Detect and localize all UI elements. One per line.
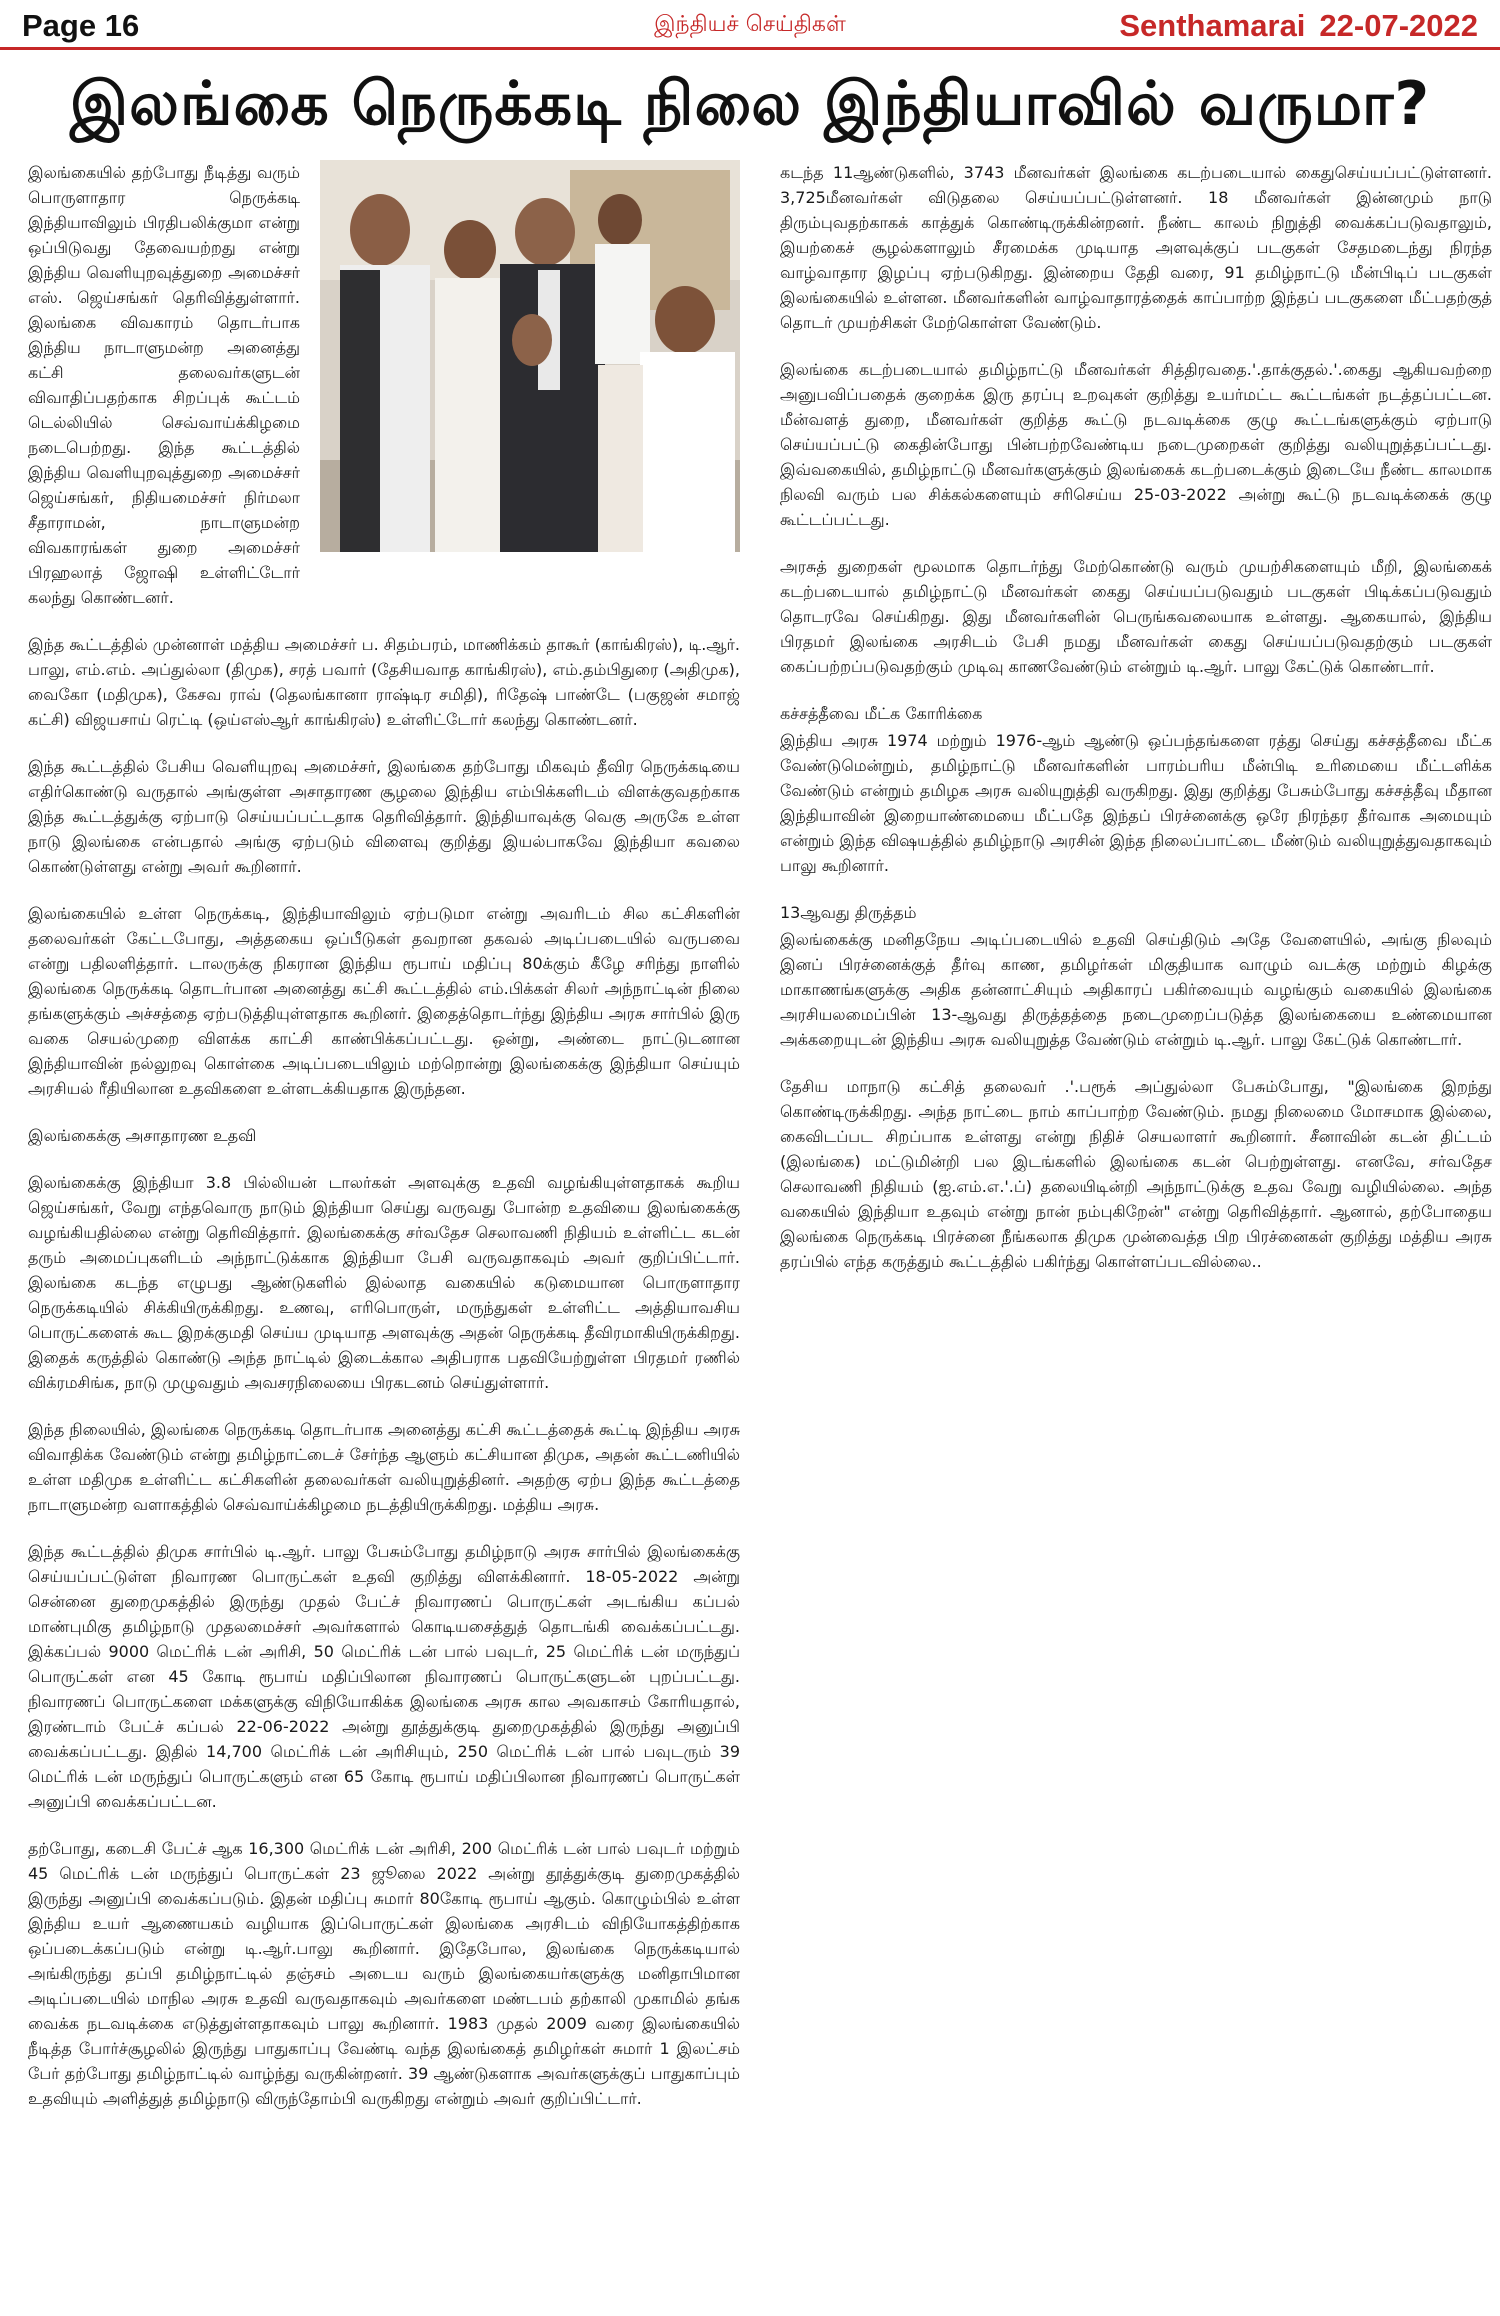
- brand-name: Senthamarai: [1119, 8, 1306, 43]
- issue-date: 22-07-2022: [1319, 8, 1478, 43]
- ministers-photo-icon: [320, 160, 740, 552]
- paragraph: இலங்கையில் தற்போது நீடித்து வரும் பொருளாதார நெருக்கடி இந்தியாவிலும் பிரதிபலிக்குமா என்று ஒப்பிடுவது தேவையற்றது என்று இந்திய வெளியுறவுத்துறை அமைச்சர் எஸ். ஜெய்சங்கர் தெரிவித்துள்ளார். இலங்கை விவகாரம் தொடர்பாக இந்திய நாடாளுமன்ற அனைத்து கட்சி தலைவர்களுடன் விவாதிப்பதற்காக சிறப்புக் கூட்டம் டெல்லியில் செவ்வாய்க்கிழமை நடைபெற்றது. இந்த கூட்டத்தில் இந்திய வெளியுறவுத்துறை அமைச்சர் ஜெய்சங்கர், நிதியமைச்சர் நிர்மலா சீதாராமன், நாடாளுமன்ற விவகாரங்கள் துறை அமைச்சர் பிரஹலாத் ஜோஷி உள்ளிட்டோர் கலந்து கொண்டனர்.: [28, 163, 300, 607]
- paragraph: தற்போது, கடைசி பேட்ச் ஆக 16,300 மெட்ரிக் டன் அரிசி, 200 மெட்ரிக் டன் பால் பவுடர் மற்றும் 45 மெட்ரிக் டன் மருந்துப் பொருட்கள் 23 ஜூலை 2022 அன்று தூத்துக்குடி துறைமுகத்தில் இருந்து அனுப்பி வைக்கப்படும். இதன் மதிப்பு சுமார் 80கோடி ரூபாய் ஆகும். கொழும்பில் உள்ள இந்திய உயர் ஆணையகம் வழியாக இப்பொருட்கள் இலங்கை அரசிடம் விநியோகத்திற்காக ஒப்படைக்கப்படும் என்று டி.ஆர்.பாலு கூறினார். இதேபோல, இலங்கை நெருக்கடியால் அங்கிருந்து தப்பி தமிழ்நாட்டில் தஞ்சம் அடைய வரும் இலங்கையர்களுக்கு மனிதாபிமான அடிப்படையில் மாநில அரசு உதவி வருவதாகவும் அவர்களை மண்டபம் தற்காலி முகாமில் தங்க வைக்க நடவடிக்கை எடுத்துள்ளதாகவும் பாலு கூறினார். 1983 முதல் 2009 வரை இலங்கையில் நீடித்த போர்ச்சூழலில் இருந்து பாதுகாப்பு வேண்டி வந்த இலங்கைத் தமிழர்கள் சுமார் 1 இலட்சம் பேர் தற்போது தமிழ்நாட்டில் வாழ்ந்து வருகின்றனர். 39 ஆண்டுகளாக அவர்களுக்குப் பாதுகாப்பும் உதவியும் அளித்துத் தமிழ்நாடு விருந்தோம்பி வருகிறது என்றும் அவர் குறிப்பிட்டார்.: [28, 1839, 740, 2108]
- headline: இலங்கை நெருக்கடி நிலை இந்தியாவில் வருமா?: [69, 69, 1431, 139]
- paragraph: கடந்த 11ஆண்டுகளில், 3743 மீனவர்கள் இலங்கை கடற்படையால் கைதுசெய்யப்பட்டுள்ளனர். 3,725மீனவர்கள் விடுதலை செய்யப்பட்டுள்ளனர். 18 மீனவர்கள் இன்னமும் நாடு திரும்புவதற்காகக் காத்துக் கொண்டிருக்கின்றனர். நீண்ட காலம் நிறுத்தி வைக்கப்படுவதாலும், இயற்கைச் சூழல்களாலும் சீரமைக்க முடியாத அளவுக்குப் படகுகள் சேதமடைந்து நிரந்த வாழ்வாதார இழப்பு ஏற்படுகிறது. இன்றைய தேதி வரை, 91 தமிழ்நாட்டு மீன்பிடிப் படகுகள் இலங்கையில் உள்ளன. மீனவர்களின் வாழ்வாதாரத்தைக் காப்பாற்ற இந்தப் படகுகளை மீட்பதற்குத் தொடர் முயற்சிகள் மேற்கொள்ள வேண்டும்.: [780, 163, 1492, 332]
- page-number: Page 16: [22, 8, 140, 43]
- masthead: [1105, 8, 1478, 44]
- paragraph: இந்த கூட்டத்தில் திமுக சார்பில் டி.ஆர். பாலு பேசும்போது தமிழ்நாடு அரசு சார்பில் இலங்கைக்கு செய்யப்பட்டுள்ள நிவாரண பொருட்கள் உதவி குறித்து விளக்கினார். 18-05-2022 அன்று சென்னை துறைமுகத்தில் இருந்து முதல் பேட்ச் நிவாரணப் பொருட்கள் அடங்கிய கப்பல் மாண்புமிகு தமிழ்நாடு முதலமைச்சர் அவர்களால் கொடியசைத்துத் தொடங்கி வைக்கப்பட்டது. இக்கப்பல் 9000 மெட்ரிக் டன் அரிசி, 50 மெட்ரிக் டன் பால் பவுடர், 25 மெட்ரிக் டன் மருந்துப் பொருட்கள் என 45 கோடி ரூபாய் மதிப்பிலான நிவாரணப் பொருட்களுடன் புறப்பட்டது. நிவாரணப் பொருட்களை மக்களுக்கு விநியோகிக்க இலங்கை அரசு கால அவகாசம் கோரியதால், இரண்டாம் பேட்ச் கப்பல் 22-06-2022 அன்று தூத்துக்குடி துறைமுகத்தில் இருந்து அனுப்பி வைக்கப்பட்டது. இதில் 14,700 மெட்ரிக் டன் அரிசியும், 250 மெட்ரிக் டன் பால் பவுடரும் 39 மெட்ரிக் டன் மருந்துப் பொருட்களும் என 65 கோடி ரூபாய் மதிப்பிலான நிவாரணப் பொருட்கள் அனுப்பி வைக்கப்பட்டன.: [28, 1542, 740, 1811]
- paragraph: இந்திய அரசு 1974 மற்றும் 1976-ஆம் ஆண்டு ஒப்பந்தங்களை ரத்து செய்து கச்சத்தீவை மீட்க வேண்டுமென்றும், தமிழ்நாட்டு மீனவர்களின் பாரம்பரிய மீன்பிடி உரிமையை மீட்டளிக்க வேண்டும் என்றும் தமிழக அரசு வலியுறுத்தி வருகிறது. இது குறித்து பேசும்போது கச்சத்தீவு மீதான இந்தியாவின் இறையாண்மையை மீட்பதே இந்தப் பிரச்னைக்கு ஒரே நிரந்தர தீர்வாக அமையும் என்றும் இந்த விஷயத்தில் தமிழ்நாடு அரசின் இந்த நிலைப்பாட்டை மீண்டும் வலியுறுத்துவதாகவும் பாலு கூறினார்.: [780, 731, 1492, 875]
- paragraph: இலங்கையில் உள்ள நெருக்கடி, இந்தியாவிலும் ஏற்படுமா என்று அவரிடம் சில கட்சிகளின் தலைவர்கள் கேட்டபோது, அத்தகைய ஒப்பீடுகள் தவறான தகவல் அடிப்படையில் வருபவை என்று பதிலளித்தார். டாலருக்கு நிகரான இந்திய ரூபாய் மதிப்பு 80க்கும் கீழே சரிந்து நாளில் இலங்கை நெருக்கடி தொடர்பான அனைத்து கட்சி கூட்டத்தில் எம்.பிக்கள் சிலர் அந்நாட்டின் நிலை தங்களுக்கும் அச்சத்தை ஏற்படுத்தியுள்ளதாக கூறினர். இதைத்தொடர்ந்து இந்திய அரசு சார்பில் இரு வகை செயல்முறை விளக்க காட்சி காண்பிக்கப்பட்டது. ஒன்று, அண்டை நாட்டுடனான இந்தியாவின் நல்லுறவு கொள்கை அடிப்படையிலும் மற்றொன்று இலங்கைக்கு இந்தியா செய்யும் அரசியல் ரீதியிலான உதவிகளை உள்ளடக்கியதாக இருந்தன.: [28, 904, 740, 1098]
- section-name: இந்தியச் செய்திகள்: [654, 12, 846, 37]
- paragraph: இலங்கைக்கு இந்தியா 3.8 பில்லியன் டாலர்கள் அளவுக்கு உதவி வழங்கியுள்ளதாகக் கூறிய ஜெய்சங்கர், வேறு எந்தவொரு நாடும் இந்தியா செய்து வருவது போன்ற உதவியை இலங்கைக்கு வழங்கியதில்லை என்று தெரிவித்தார். இலங்கைக்கு சர்வதேச செலாவணி நிதியம் உள்ளிட்ட கடன் தரும் அமைப்புகளிடம் அந்நாட்டுக்காக இந்தியா பேசி வருவதாகவும் அவர் குறிப்பிட்டார். இலங்கை கடந்த எழுபது ஆண்டுகளில் இல்லாத வகையில் கடுமையான பொருளாதார நெருக்கடியில் சிக்கியிருக்கிறது. உணவு, எரிபொருள், மருந்துகள் உள்ளிட்ட அத்தியாவசிய பொருட்களைக் கூட இறக்குமதி செய்ய முடியாத அளவுக்கு அதன் நெருக்கடி தீவிரமாகியிருக்கிறது. இதைக் கருத்தில் கொண்டு அந்த நாட்டில் இடைக்கால அதிபராக பதவியேற்றுள்ள பிரதமர் ரணில் விக்ரமசிங்க, நாடு முழுவதும் அவசரநிலையை பிரகடனம் செய்துள்ளார்.: [28, 1173, 740, 1392]
- paragraph: இலங்கைக்கு மனிதநேய அடிப்படையில் உதவி செய்திடும் அதே வேளையில், அங்கு நிலவும் இனப் பிரச்னைக்குத் தீர்வு காண, தமிழர்கள் மிகுதியாக வாழும் வடக்கு மற்றும் கிழக்கு மாகாணங்களுக்கு அதிக தன்னாட்சியும் அதிகாரப் பகிர்வையும் வழங்கும் வகையில் இலங்கை அரசியலமைப்பின் 13-ஆவது திருத்தத்தை நடைமுறைப்படுத்த இலங்கையை உண்மையான அக்கறையுடன் இந்திய அரசு வலியுறுத்த வேண்டும் என்றும் டி.ஆர். பாலு கேட்டுக் கொண்டார்.: [780, 930, 1492, 1049]
- paragraph: இந்த நிலையில், இலங்கை நெருக்கடி தொடர்பாக அனைத்து கட்சி கூட்டத்தைக் கூட்டி இந்திய அரசு விவாதிக்க வேண்டும் என்று தமிழ்நாட்டைச் சேர்ந்த ஆளும் கட்சியான திமுக, அதன் கூட்டணியில் உள்ள மதிமுக உள்ளிட்ட கட்சிகளின் தலைவர்கள் வலியுறுத்தினர். அதற்கு ஏற்ப இந்த கூட்டத்தை நாடாளுமன்ற வளாகத்தில் செவ்வாய்க்கிழமை நடத்தியிருக்கிறது. மத்திய அரசு.: [28, 1420, 740, 1514]
- news-photo: [320, 160, 740, 552]
- paragraph: இந்த கூட்டத்தில் பேசிய வெளியுறவு அமைச்சர், இலங்கை தற்போது மிகவும் தீவிர நெருக்கடியை எதிர்கொண்டு வருதால் அங்குள்ள அசாதாரண சூழலை இந்திய எம்பிக்களிடம் விளக்குவதற்காக இந்த கூட்டத்துக்கு ஏற்பாடு செய்யப்பட்டதாக தெரிவித்தார். இந்தியாவுக்கு வெகு அருகே உள்ள நாடு இலங்கை என்பதால் அங்கு ஏற்படும் விளைவு குறித்து இயல்பாகவே இந்தியா கவலை கொண்டுள்ளது என்று அவர் கூறினார்.: [28, 757, 740, 876]
- subheading: இலங்கைக்கு அசாதாரண உதவி: [28, 1126, 257, 1145]
- subheading: கச்சத்தீவை மீட்க கோரிக்கை: [780, 704, 983, 723]
- page-header: [0, 0, 1500, 50]
- paragraph: இந்த கூட்டத்தில் முன்னாள் மத்திய அமைச்சர் ப. சிதம்பரம், மாணிக்கம் தாகூர் (காங்கிரஸ்), டி.ஆர். பாலு, எம்.எம். அப்துல்லா (திமுக), சரத் பவார் (தேசியவாத காங்கிரஸ்), எம்.தம்பிதுரை (அதிமுக), வைகோ (மதிமுக), கேசவ ராவ் (தெலங்கானா ராஷ்டிர சமிதி), ரிதேஷ் பாண்டே (பகுஜன் சமாஜ் கட்சி) விஜயசாய் ரெட்டி (ஒய்எஸ்ஆர் காங்கிரஸ்) உள்ளிட்டோர் கலந்து கொண்டனர்.: [28, 635, 740, 729]
- article-column-left: [28, 160, 740, 2310]
- paragraph: அரசுத் துறைகள் மூலமாக தொடர்ந்து மேற்கொண்டு வரும் முயற்சிகளையும் மீறி, இலங்கைக் கடற்படையால் தமிழ்நாட்டு மீனவர்கள் கைது செய்யப்படுவதும் படகுகள் பிடிக்கப்படுவதும் தொடரவே செய்கிறது. இது மீனவர்களின் பெருங்கவலையாக உள்ளது. ஆகையால், இந்திய பிரதமர் இலங்கை அரசிடம் பேசி நமது மீனவர்கள் கைது செய்யப்படுவதற்கும் படகுகள் கைப்பற்றப்படுவதற்கும் முடிவு காணவேண்டும் என்றும் டி.ஆர். பாலு கேட்டுக் கொண்டார்.: [780, 557, 1492, 676]
- subheading: 13ஆவது திருத்தம்: [780, 903, 917, 922]
- paragraph: இலங்கை கடற்படையால் தமிழ்நாட்டு மீனவர்கள் சித்திரவதை.'.தாக்குதல்.'.கைது ஆகியவற்றை அனுபவிப்பதைக் குறைக்க இரு தரப்பு உறவுகள் குறித்து உயர்மட்ட கூட்டங்கள் நடத்தப்பட்டன. மீன்வளத் துறை, மீனவர்கள் குறித்த கூட்டு நடவடிக்கை குழு கூட்டங்களுக்கும் ஏற்பாடு செய்யப்பட்டு கைதின்போது பின்பற்றவேண்டிய நடைமுறைகள் குறித்து வலியுறுத்தப்பட்டது. இவ்வகையில், தமிழ்நாட்டு மீனவர்களுக்கும் இலங்கைக் கடற்படைக்கும் இடையே நீண்ட காலமாக நிலவி வரும் பல சிக்கல்களையும் சரிசெய்ய 25-03-2022 அன்று கூட்டு நடவடிக்கைக் குழு கூட்டப்பட்டது.: [780, 360, 1492, 529]
- article-column-right: [780, 160, 1492, 2310]
- paragraph: தேசிய மாநாடு கட்சித் தலைவர் .'.பரூக் அப்துல்லா பேசும்போது, "இலங்கை இறந்து கொண்டிருக்கிறது. அந்த நாட்டை நாம் காப்பாற்ற வேண்டும். நமது நிலைமை மோசமாக இல்லை, கைவிடப்பட சிறப்பாக உள்ளது என்று நிதிச் செயலாளர் கூறினார். சீனாவின் கடன் திட்டம் (இலங்கை) மட்டுமின்றி பல இடங்களில் இலங்கை கடன் பெற்றுள்ளது. எனவே, சர்வதேச செலாவணி நிதியம் (ஐ.எம்.எ.'.ப்) தலையிடின்றி அந்நாட்டுக்கு உதவ வேறு வழியில்லை. அந்த வகையில் இந்தியா உதவும் என்று நான் நம்புகிறேன்" என்று தெரிவித்தார். ஆனால், தற்போதைய இலங்கை நெருக்கடி பிரச்னை நீங்கலாக திமுக முன்வைத்த பிற பிரச்னைகள் குறித்து மத்திய அரசு தரப்பில் எந்த கருத்தும் கூட்டத்தில் பகிர்ந்து கொள்ளப்படவில்லை..: [780, 1077, 1492, 1271]
